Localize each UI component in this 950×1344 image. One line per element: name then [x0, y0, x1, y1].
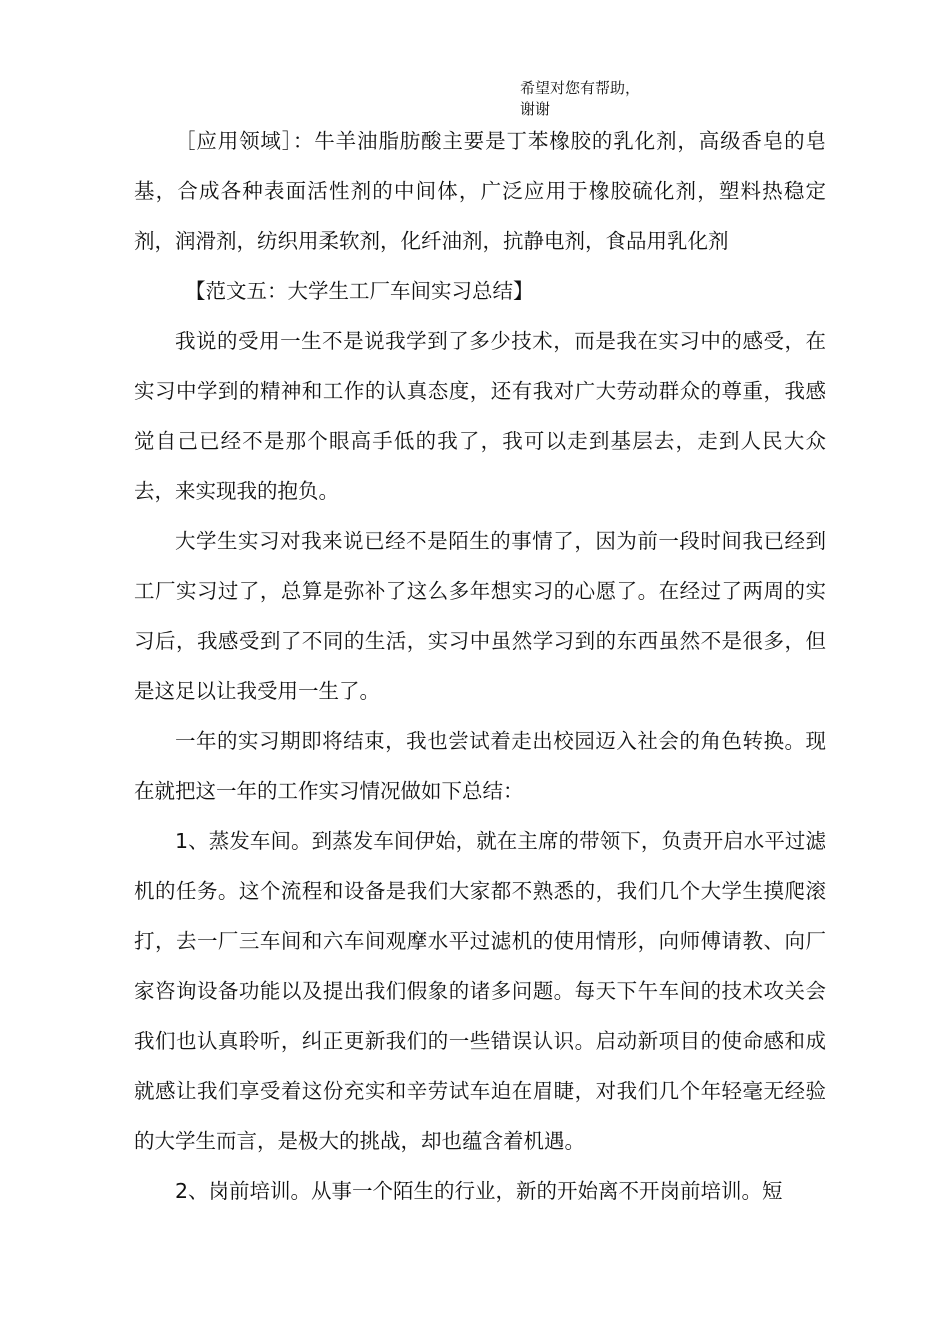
paragraph: 一年的实习期即将结束，我也尝试着走出校园迈入社会的角色转换。现在就把这一年的工作实习情况做如下总结： [134, 729, 826, 803]
paragraph-application-field: ［应用领域］：牛羊油脂肪酸主要是丁苯橡胶的乳化剂，高级香皂的皂基，合成各种表面活性剂的中间体，广泛应用于橡胶硫化剂，塑料热稳定剂，润滑剂，纺织用柔软剂，化纤油剂，抗静电剂，食品用乳化剂 [134, 129, 826, 253]
paragraph-item-1: 1、蒸发车间。到蒸发车间伊始，就在主席的带领下，负责开启水平过滤机的任务。这个流程和设备是我们大家都不熟悉的，我们几个大学生摸爬滚打，去一厂三车间和六车间观摩水平过滤机的使用情形，向师傅请教、向厂家咨询设备功能以及提出我们假象的诸多问题。每天下午车间的技术攻关会我们也认真聆听，纠正更新我们的一些错误认识。启动新项目的使命感和成就感让我们享受着这份充实和辛劳试车迫在眉睫，对我们几个年轻毫无经验的大学生而言，是极大的挑战，却也蕴含着机遇。 [134, 829, 826, 1153]
paragraph: 我说的受用一生不是说我学到了多少技术，而是我在实习中的感受，在实习中学到的精神和工作的认真态度，还有我对广大劳动群众的尊重，我感觉自己已经不是那个眼高手低的我了，我可以走到基层去，走到人民大众去，来实现我的抱负。 [134, 329, 826, 503]
document-body [134, 116, 826, 1216]
header-note-line-1: 希望对您有帮助， [520, 79, 641, 97]
header-note-line-2: 谢谢 [520, 100, 551, 118]
paragraph: 大学生实习对我来说已经不是陌生的事情了，因为前一段时间我已经到工厂实习过了，总算是弥补了这么多年想实习的心愿了。在经过了两周的实习后，我感受到了不同的生活，实习中虽然学习到的东西虽然不是很多，但是这足以让我受用一生了。 [134, 529, 826, 703]
header-note [520, 78, 640, 120]
section-title: 【范文五：大学生工厂车间实习总结】 [185, 279, 534, 303]
paragraph-item-2: 2、岗前培训。从事一个陌生的行业，新的开始离不开岗前培训。短 [175, 1179, 783, 1203]
